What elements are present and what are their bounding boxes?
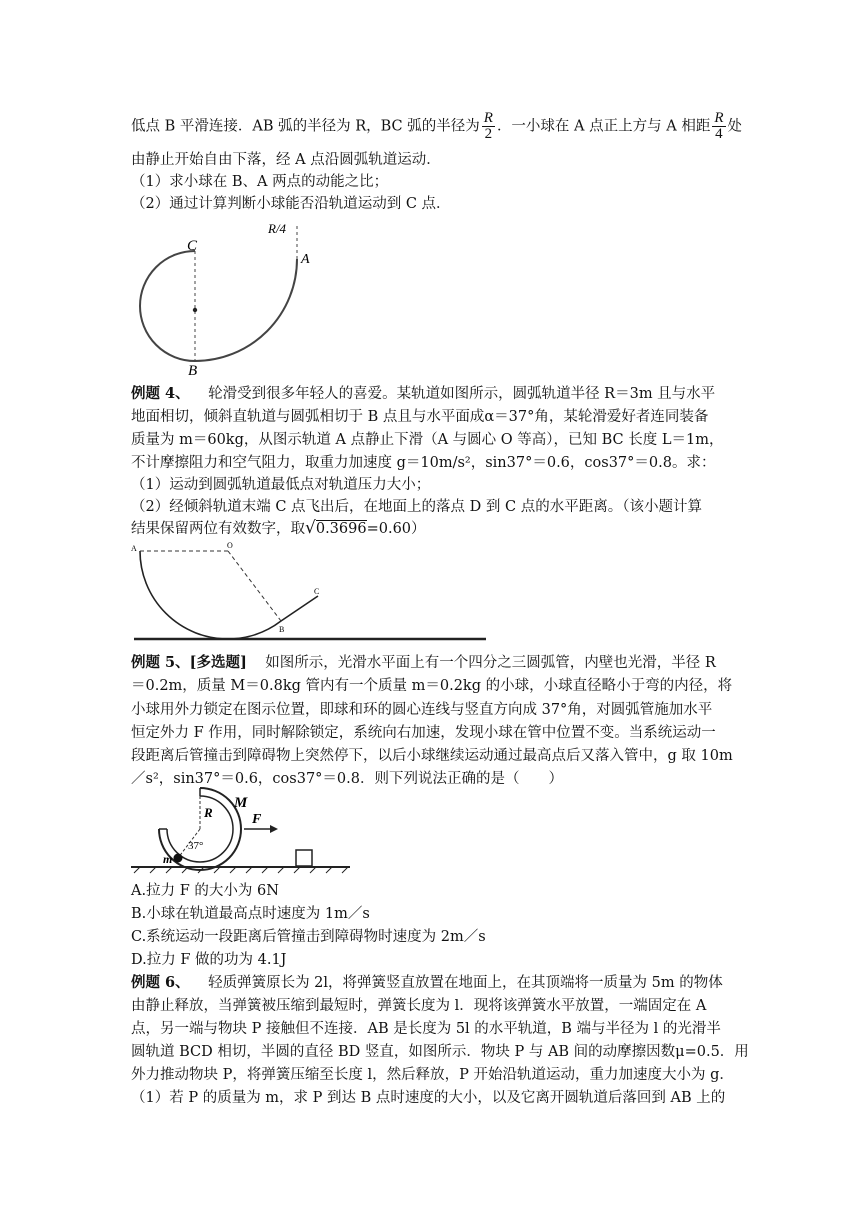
example-5-line: ＝0.2m，质量 M＝0.8kg 管内有一个质量 m＝0.2kg 的小球，小球直径略小于弯的内径，将 (131, 678, 733, 694)
skate-track-figure (128, 540, 498, 645)
example-4-line: 不计摩擦阻力和空气阻力，取重力加速度 g＝10m/s²，sin37°＝0.6，cos37°＝0.8。求： (131, 455, 716, 471)
example-4-label: 例题 4、 (131, 385, 190, 402)
problem-text-line: 由静止开始自由下落，经 A 点沿圆弧轨道运动． (131, 152, 441, 168)
tube-figure (128, 785, 358, 875)
question-2-cont: 结果保留两位有效数字，取√0.3696=0.60） (131, 518, 426, 538)
example-5-line: ／s²，sin37°＝0.6，cos37°＝0.8．则下列说法正确的是（ ） (131, 771, 563, 787)
track (140, 551, 318, 639)
problem-text-line: 低点 B 平滑连接．AB 弧的半径为 R，BC 弧的半径为 $\frac{R}{2}$ ．一小球在 A 点正上方与 A 相距 $\frac{R}{4}$ 处 (131, 110, 742, 142)
option-a: A.拉力 F 的大小为 6N (131, 883, 279, 899)
option-b: B.小球在轨道最高点时速度为 1m／s (131, 906, 370, 922)
example-5-line: 段距离后管撞击到障碍物上突然停下，以后小球继续运动通过最高点后又落入管中，g 取 10m (131, 748, 733, 764)
question-2: （2）通过计算判断小球能否沿轨道运动到 C 点． (131, 196, 451, 212)
example-6-label: 例题 6、 (131, 974, 190, 991)
label-a: A (131, 544, 137, 553)
example-5-line: 小球用外力锁定在图示位置，即球和环的圆心连线与竖直方向成 37°角，对圆弧管施加水平 (131, 702, 713, 718)
question-1: （1）求小球在 B、A 两点的动能之比； (131, 174, 389, 190)
example-4-line: 地面相切，倾斜直轨道与圆弧相切于 B 点且与水平面成α＝37°角，某轮滑爱好者连同装备 (131, 409, 709, 425)
example-6-line: 外力推动物块 P，将弹簧压缩至长度 l，然后释放，P 开始沿轨道运动，重力加速度大小为 g． (131, 1067, 734, 1083)
example-6-line: 例题 6、 轻质弹簧原长为 2l，将弹簧竖直放置在地面上，在其顶端将一质量为 5m 的物体 (131, 974, 723, 991)
label-angle: 37° (188, 840, 204, 852)
example-5-line: 例题 5、[多选题] 如图所示，光滑水平面上有一个四分之三圆弧管，内壁也光滑，半径 R (131, 654, 716, 671)
arc-track-figure (130, 218, 330, 378)
label-b: B (188, 363, 198, 378)
example-6-line: 点，另一端与物块 P 接触但不连接．AB 是长度为 5l 的水平轨道，B 端与半径为 l 的光滑半 (131, 1021, 721, 1037)
center-dot (193, 308, 197, 312)
label-m-upper: M (234, 795, 248, 811)
fraction-r-over-2: $\frac{R}{2}$ (483, 110, 493, 142)
label-m-lower: m (163, 852, 173, 866)
radius-dashed (228, 551, 281, 621)
small-ball (174, 854, 183, 863)
arrow-head-icon (270, 825, 278, 833)
example-5-line: 恒定外力 F 作用，同时解除锁定，系统向右加速，发现小球在管中位置不变。当系统运动一 (131, 725, 716, 741)
question-1: （1）运动到圆弧轨道最低点对轨道压力大小； (131, 477, 431, 493)
question-2: （2）经倾斜轨道末端 C 点飞出后，在地面上的落点 D 到 C 点的水平距离。（该小题计算 (131, 499, 702, 515)
option-d: D.拉力 F 做的功为 4.1J (131, 952, 287, 968)
sqrt-radicand: 0.3696 (315, 521, 367, 537)
sqrt-symbol: √ (305, 518, 316, 538)
label-r-over-4: R/4 (268, 221, 287, 236)
label-f: F (252, 812, 262, 827)
fraction-r-over-4: $\frac{R}{4}$ (714, 110, 724, 142)
track-arc (140, 251, 297, 361)
example-4-line: 例题 4、 轮滑受到很多年轻人的喜爱。某轨道如图所示，圆弧轨道半径 R＝3m 且与水平 (131, 385, 716, 402)
example-5-label: 例题 5、[多选题] (131, 654, 247, 671)
example-6-line: （1）若 P 的质量为 m，求 P 到达 B 点时速度的大小，以及它离开圆轨道后落回到 AB 上的 (131, 1090, 726, 1106)
label-c: C (314, 587, 320, 596)
label-o: O (227, 541, 233, 550)
example-6-line: 圆轨道 BCD 相切，半圆的直径 BD 竖直，如图所示．物块 P 与 AB 间的动摩擦因数μ=0.5．用 (131, 1044, 749, 1060)
label-c: C (187, 238, 198, 254)
obstacle-block (296, 850, 312, 866)
example-6-line: 由静止释放，当弹簧被压缩到最短时，弹簧长度为 l．现将该弹簧水平放置，一端固定在 A (131, 998, 707, 1014)
label-b: B (279, 625, 285, 634)
label-a: A (301, 252, 310, 267)
option-c: C.系统运动一段距离后管撞击到障碍物时速度为 2m／s (131, 929, 486, 945)
label-r: R (204, 805, 213, 820)
example-4-line: 质量为 m＝60kg，从图示轨道 A 点静止下滑（A 与圆心 O 等高），已知 BC 长度 L＝1m， (131, 432, 724, 448)
